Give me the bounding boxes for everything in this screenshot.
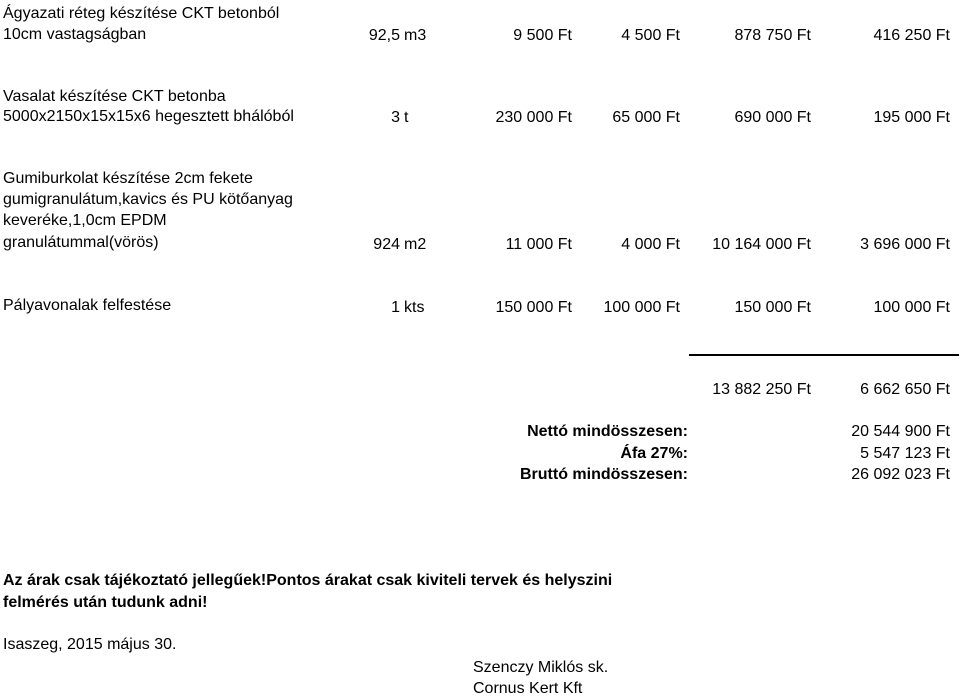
row-3-desc-line-0: Pályavonalak felfestése bbox=[3, 297, 172, 314]
row-3-unit-labor: 100 000 Ft bbox=[603, 299, 680, 316]
gross-total-label: Bruttó mindösszesen: bbox=[519, 466, 688, 483]
row-1-unit-labor: 65 000 Ft bbox=[612, 109, 680, 126]
row-1-unit-material: 230 000 Ft bbox=[495, 109, 572, 126]
vat-value: 5 547 123 Ft bbox=[860, 445, 950, 462]
signature-name: Szenczy Miklós sk. bbox=[473, 659, 609, 676]
row-2-total-labor: 3 696 000 Ft bbox=[860, 236, 950, 253]
row-0-qty: 92,5 bbox=[368, 27, 400, 44]
row-1-total-material: 690 000 Ft bbox=[734, 109, 811, 126]
row-2-unit: m2 bbox=[404, 236, 427, 253]
row-3-total-material: 150 000 Ft bbox=[734, 299, 811, 316]
row-0-desc-line-1: 10cm vastagságban bbox=[3, 26, 147, 43]
subtotal-labor: 6 662 650 Ft bbox=[860, 381, 950, 398]
net-total-value: 20 544 900 Ft bbox=[851, 423, 950, 440]
row-0-unit-material: 9 500 Ft bbox=[513, 27, 572, 44]
row-2-desc-line-0: Gumiburkolat készítése 2cm fekete bbox=[3, 170, 253, 187]
row-2-desc-line-2: keveréke,1,0cm EPDM bbox=[3, 212, 167, 229]
net-total-label: Nettó mindösszesen: bbox=[527, 423, 688, 440]
row-0-total-labor: 416 250 Ft bbox=[873, 27, 950, 44]
row-0-unit-labor: 4 500 Ft bbox=[621, 27, 680, 44]
subtotal-divider bbox=[689, 354, 959, 356]
subtotal-material: 13 882 250 Ft bbox=[712, 381, 811, 398]
row-1-total-labor: 195 000 Ft bbox=[873, 109, 950, 126]
row-2-desc-line-3: granulátummal(vörös) bbox=[3, 234, 159, 251]
signature-company: Cornus Kert Kft bbox=[473, 680, 583, 697]
row-0-total-material: 878 750 Ft bbox=[734, 27, 811, 44]
gross-total-value: 26 092 023 Ft bbox=[851, 466, 950, 483]
row-1-qty: 3 bbox=[391, 109, 400, 126]
row-3-qty: 1 bbox=[391, 299, 400, 316]
notice-line-0: Az árak csak tájékoztató jellegűek!Pontos árakat csak kiviteli tervek és helyszini bbox=[3, 572, 613, 589]
row-1-desc-line-0: Vasalat készítése CKT betonba bbox=[3, 88, 226, 105]
row-0-unit: m3 bbox=[404, 27, 427, 44]
vat-label: Áfa 27%: bbox=[620, 445, 688, 462]
row-1-desc-line-1: 5000x2150x15x15x6 hegesztett bhálóból bbox=[3, 108, 294, 125]
row-2-unit-material: 11 000 Ft bbox=[505, 236, 572, 253]
row-3-unit: kts bbox=[404, 299, 425, 316]
row-2-total-material: 10 164 000 Ft bbox=[712, 236, 811, 253]
row-2-desc-line-1: gumigranulátum,kavics és PU kötőanyag bbox=[3, 191, 293, 208]
place-date: Isaszeg, 2015 május 30. bbox=[3, 636, 177, 653]
row-3-total-labor: 100 000 Ft bbox=[873, 299, 950, 316]
row-3-unit-material: 150 000 Ft bbox=[495, 299, 572, 316]
notice-line-1: felmérés után tudunk adni! bbox=[3, 594, 208, 611]
row-1-unit: t bbox=[404, 109, 409, 126]
row-2-qty: 924 bbox=[373, 236, 400, 253]
row-2-unit-labor: 4 000 Ft bbox=[621, 236, 680, 253]
row-0-desc-line-0: Ágyazati réteg készítése CKT betonból bbox=[3, 5, 280, 22]
